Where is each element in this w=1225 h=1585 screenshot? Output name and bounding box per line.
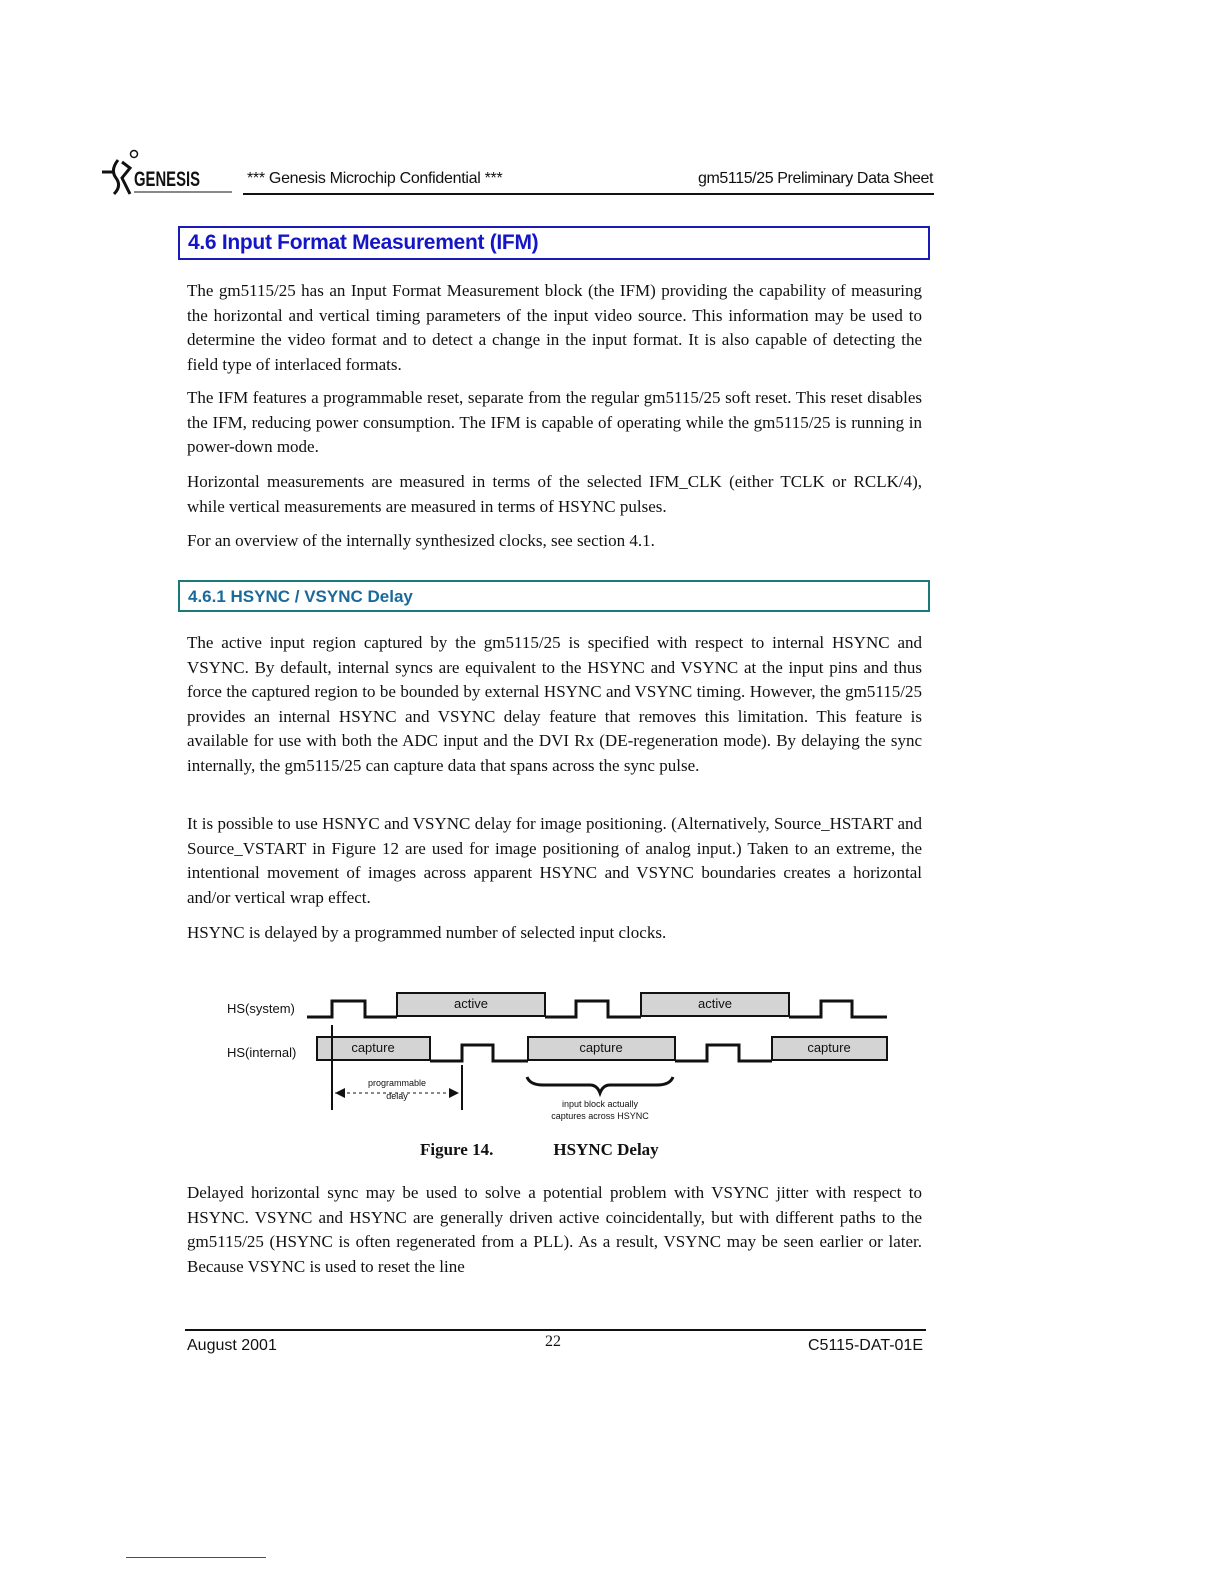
subsection-heading: 4.6.1 HSYNC / VSYNC Delay [178, 580, 930, 612]
section-heading: 4.6 Input Format Measurement (IFM) [178, 226, 930, 260]
hs-system-waveform [307, 1001, 887, 1017]
hsync-delay-timing-diagram [225, 985, 895, 1130]
capture-label: capture [579, 1040, 623, 1055]
genesis-logo [100, 148, 235, 198]
footer-date: August 2001 [187, 1337, 277, 1354]
figure-number: Figure 14. [420, 1140, 494, 1159]
hs-system-label: HS(system) [227, 1001, 295, 1016]
paragraph: The active input region captured by the gm5115/25 is specified with respect to internal HSYNC and VSYNC. By default, internal syncs are equivalent to the HSYNC and VSYNC at the input pins and thus force the captured region to be bounded by external HSYNC and VSYNC timing. However, the gm5115/25 provides an internal HSYNC and VSYNC delay feature that removes this limitation. This feature is available for use with both the ADC input and the DVI Rx (DE-regeneration mode). By delaying the sync internally, the gm5115/25 can capture data that spans across the sync pulse. [187, 633, 922, 775]
paragraph: Delayed horizontal sync may be used to solve a potential problem with VSYNC jitter with respect to HSYNC. VSYNC and HSYNC are generally driven active coincidentally, but with different paths to the gm5115/25 (HSYNC is often regenerated from a PLL). As a result, VSYNC may be seen earlier or later. Because VSYNC is used to reset the line [187, 1183, 922, 1276]
paragraph: The IFM features a programmable reset, separate from the regular gm5115/25 soft reset. This reset disables the IFM, reducing power consumption. The IFM is capable of operating while the gm5115/25 is running in power-down mode. [187, 388, 922, 457]
hs-internal-label: HS(internal) [227, 1045, 297, 1060]
paragraph: Horizontal measurements are measured in terms of the selected IFM_CLK (either TCLK or RCLK/4), while vertical measurements are measured in terms of HSYNC pulses. [187, 472, 922, 516]
delay-label: programmable [367, 1078, 427, 1088]
header-rule [243, 193, 934, 195]
capture-note: input block actually [561, 1099, 639, 1109]
logo-text: GENESIS [134, 168, 200, 191]
footer-rule [185, 1329, 926, 1331]
bottom-rule [126, 1557, 266, 1558]
capture-label: capture [807, 1040, 851, 1055]
header-doc-title: gm5115/25 Preliminary Data Sheet [697, 170, 933, 187]
paragraph: The gm5115/25 has an Input Format Measurement block (the IFM) providing the capability of measuring the horizontal and vertical timing parameters of the input video source. This information may be used to determine the video format and to detect a change in the input format. It is also capable of detecting the field type of interlaced formats. [187, 281, 922, 374]
active-label: active [454, 996, 488, 1011]
confidential-label: *** Genesis Microchip Confidential *** [247, 170, 503, 187]
paragraph: It is possible to use HSNYC and VSYNC delay for image positioning. (Alternatively, Source_HSTART and Source_VSTART in Figure 12 are used for image positioning of analog input.) Taken to an extreme, the intentional movement of images across apparent HSYNC and VSYNC boundaries creates a horizontal and/or vertical wrap effect. [187, 814, 922, 907]
capture-note: captures across HSYNC [551, 1111, 649, 1121]
delay-label: delay [386, 1091, 408, 1101]
capture-label: capture [351, 1040, 395, 1055]
paragraph: For an overview of the internally synthesized clocks, see section 4.1. [187, 531, 655, 550]
paragraph: HSYNC is delayed by a programmed number of selected input clocks. [187, 923, 667, 942]
page-number: 22 [545, 1333, 561, 1350]
hs-system-waveform [307, 1001, 397, 1017]
capture-brace [527, 1077, 673, 1093]
figure-caption [420, 1140, 659, 1160]
footer-doc-id: C5115-DAT-01E [807, 1337, 923, 1354]
active-label: active [698, 996, 732, 1011]
figure-title: HSYNC Delay [553, 1140, 659, 1159]
